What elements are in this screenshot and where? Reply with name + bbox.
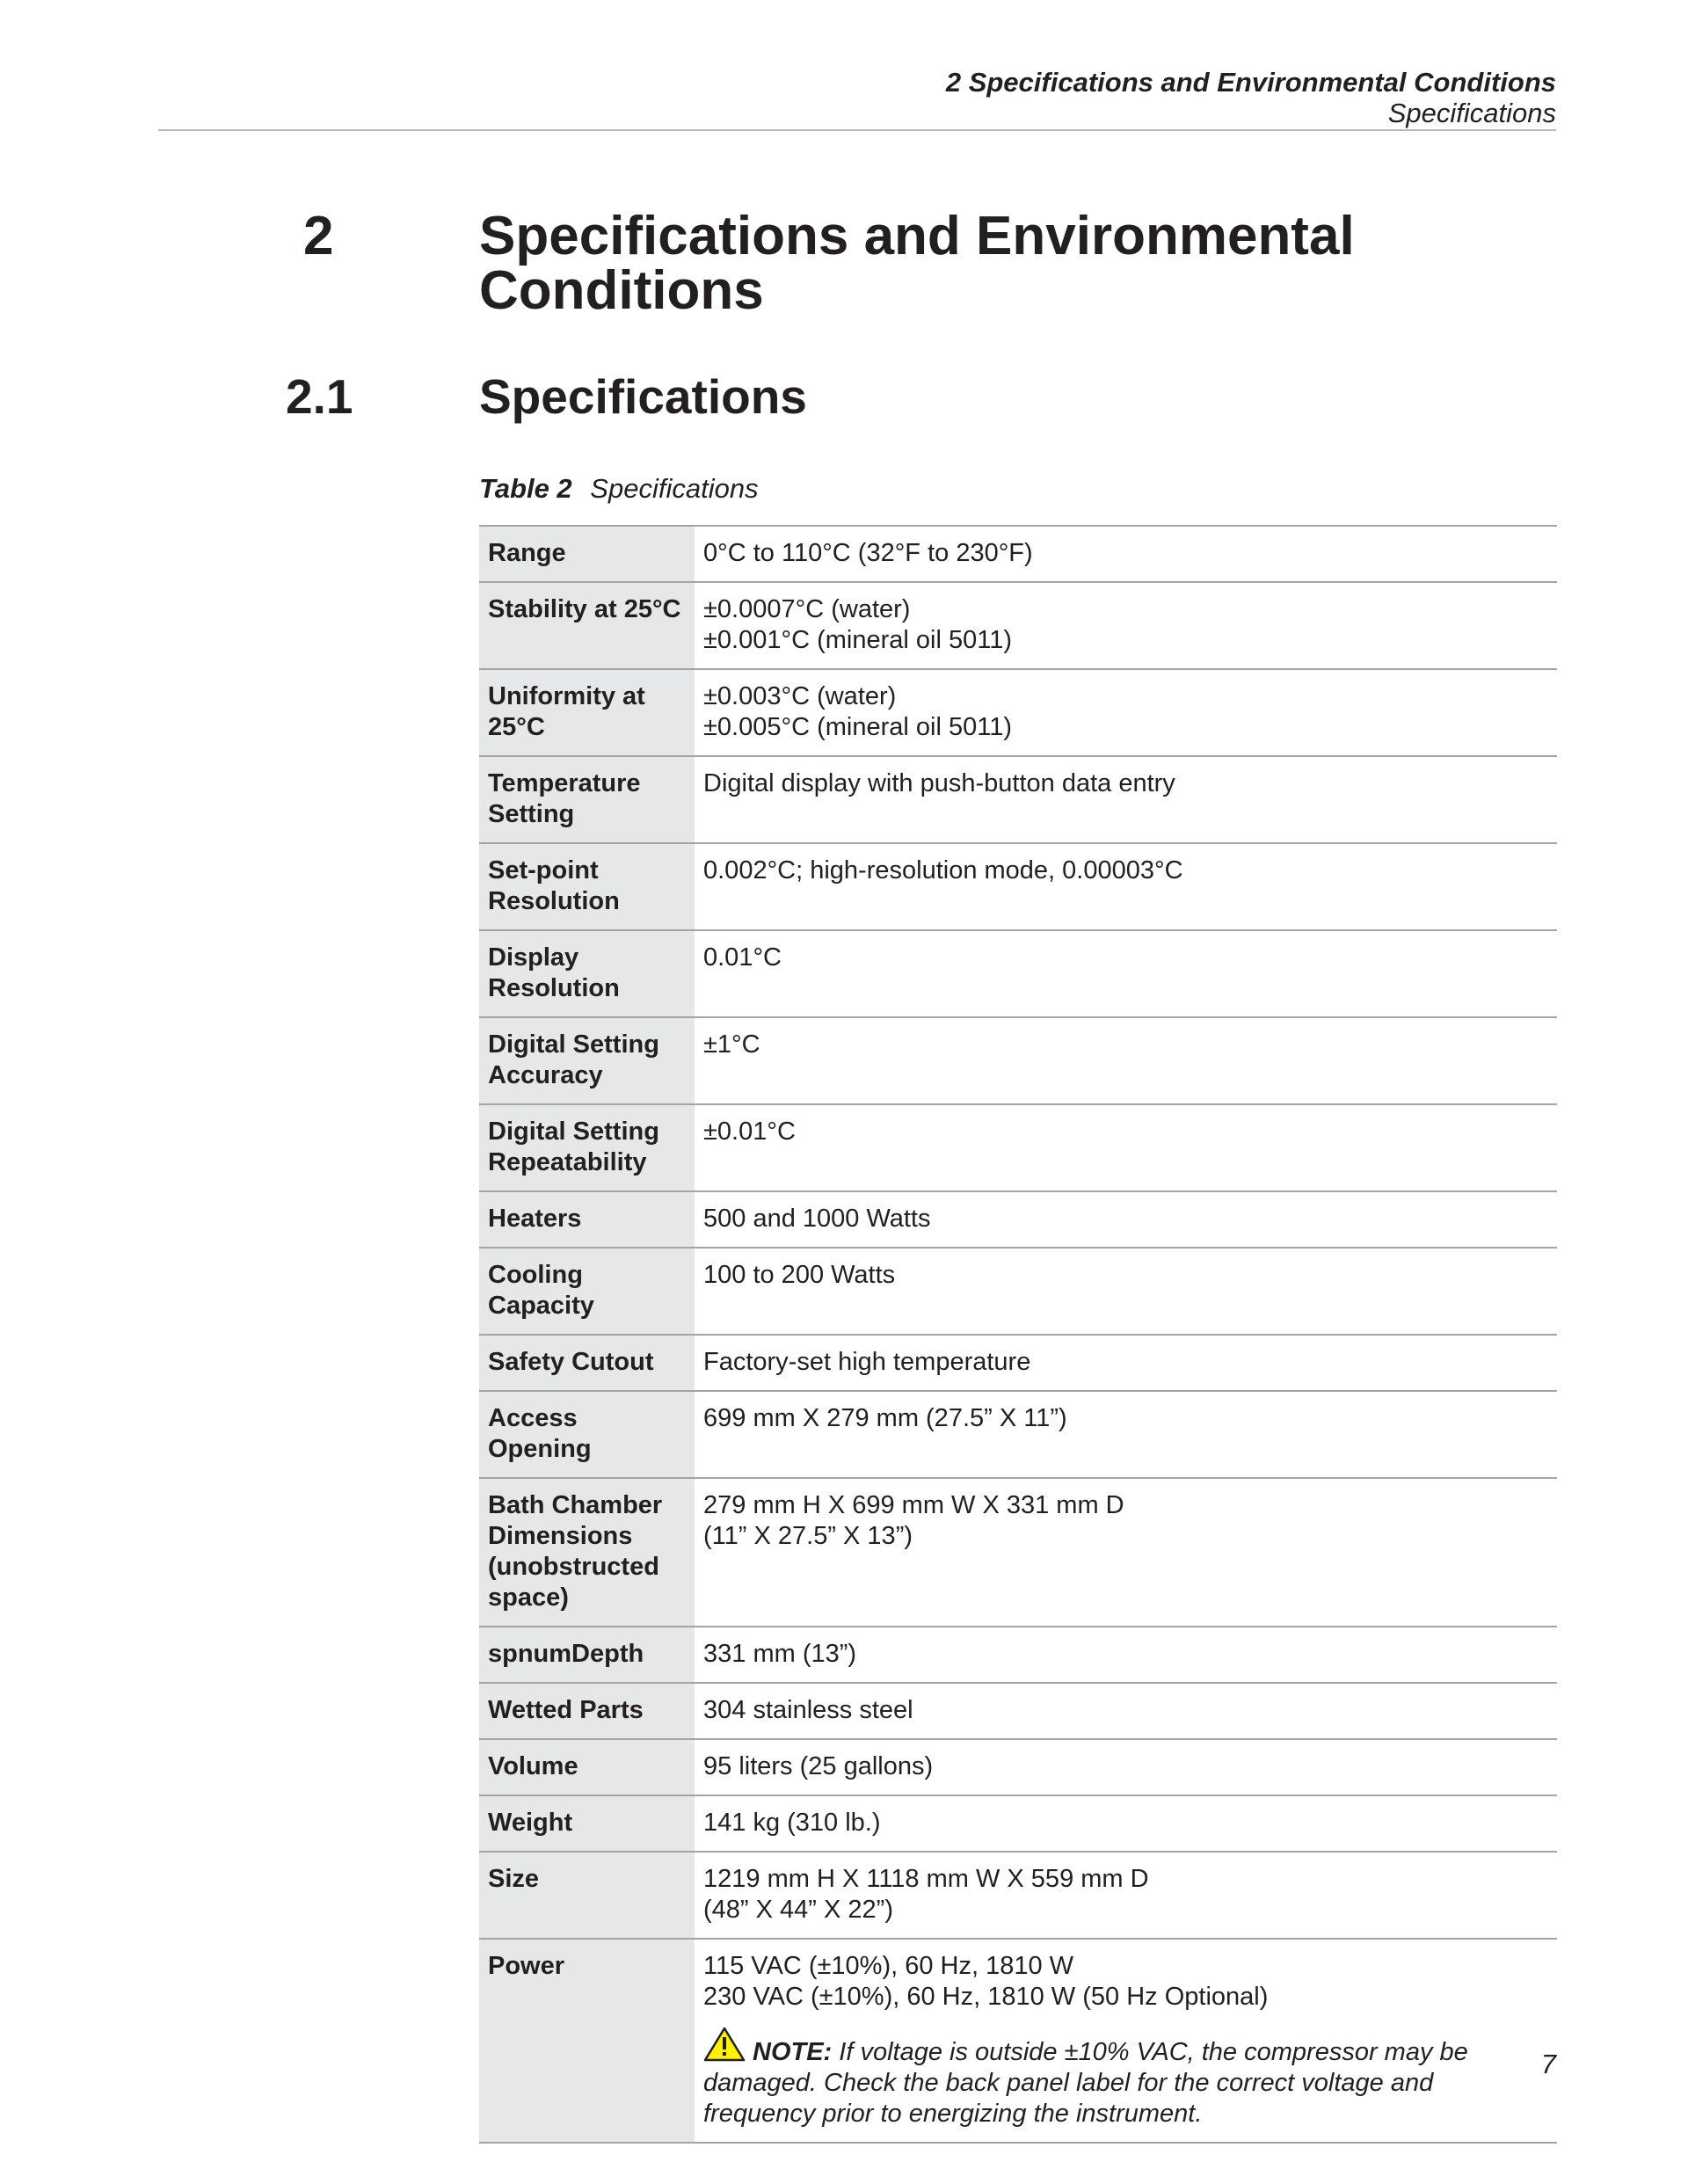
table-row <box>479 1391 1557 1478</box>
spec-value <box>695 1335 1557 1391</box>
spec-value <box>695 1939 1557 2143</box>
specifications-table <box>479 525 1557 2144</box>
table-row <box>479 1683 1557 1739</box>
spec-parameter: Bath Chamber Dimensions (unobstructed space) <box>479 1478 695 1627</box>
spec-value-line: Factory-set high temperature <box>703 1348 1031 1376</box>
spec-value-line: 0.01°C <box>703 943 782 972</box>
spec-value-line: (48” X 44” X 22”) <box>703 1896 893 1924</box>
table-caption <box>479 473 759 505</box>
spec-value-line: 331 mm (13”) <box>703 1640 857 1668</box>
spec-value <box>695 756 1557 843</box>
spec-value <box>695 843 1557 930</box>
spec-value-line: 115 VAC (±10%), 60 Hz, 1810 W <box>703 1952 1074 1980</box>
table-row <box>479 526 1557 582</box>
spec-parameter: Display Resolution <box>479 930 695 1017</box>
spec-value <box>695 526 1557 582</box>
table-row <box>479 1478 1557 1627</box>
table-row <box>479 1104 1557 1191</box>
spec-parameter: Size <box>479 1852 695 1939</box>
power-note <box>703 2027 1548 2129</box>
running-head-section: Specifications <box>1387 98 1556 128</box>
spec-parameter: spnumDepth <box>479 1627 695 1683</box>
spec-value-line: 1219 mm H X 1118 mm W X 559 mm D <box>703 1865 1149 1893</box>
note-label: NOTE: <box>753 2038 833 2066</box>
spec-value-line: Digital display with push-button data entry <box>703 769 1175 797</box>
page-number: 7 <box>1540 2049 1556 2079</box>
spec-value-line: 230 VAC (±10%), 60 Hz, 1810 W (50 Hz Optional) <box>703 1983 1269 2011</box>
spec-value <box>695 1683 1557 1739</box>
chapter-title: Specifications and Environmental Conditions <box>479 206 1355 321</box>
spec-value <box>695 1739 1557 1795</box>
table-row <box>479 1248 1557 1335</box>
spec-value-line: 95 liters (25 gallons) <box>703 1752 934 1780</box>
spec-parameter: Range <box>479 526 695 582</box>
spec-parameter: Uniformity at 25°C <box>479 669 695 756</box>
spec-value-line: ±0.01°C <box>703 1117 796 1146</box>
spec-value-line: ±0.0007°C (water) <box>703 595 911 623</box>
table-row <box>479 1795 1557 1852</box>
spec-parameter: Heaters <box>479 1191 695 1248</box>
spec-value-line: 141 kg (310 lb.) <box>703 1809 881 1837</box>
spec-parameter: Safety Cutout <box>479 1335 695 1391</box>
header-divider <box>158 129 1556 131</box>
table-row <box>479 843 1557 930</box>
table-row <box>479 1191 1557 1248</box>
running-head <box>946 67 1556 128</box>
spec-parameter: Cooling Capacity <box>479 1248 695 1335</box>
spec-value <box>695 1852 1557 1939</box>
spec-value-line: 0°C to 110°C (32°F to 230°F) <box>703 539 1033 567</box>
spec-value <box>695 1017 1557 1104</box>
spec-value <box>695 1391 1557 1478</box>
table-row <box>479 756 1557 843</box>
spec-parameter: Access Opening <box>479 1391 695 1478</box>
spec-parameter: Digital Setting Repeatability <box>479 1104 695 1191</box>
spec-value-line: ±0.001°C (mineral oil 5011) <box>703 626 1012 654</box>
spec-value-line: ±0.003°C (water) <box>703 682 897 710</box>
running-head-chapter: 2 Specifications and Environmental Conditions <box>945 67 1556 98</box>
spec-value-line: 100 to 200 Watts <box>703 1261 896 1289</box>
spec-value <box>695 1478 1557 1627</box>
spec-value-line: ±1°C <box>703 1030 760 1059</box>
table-caption-label: Table 2 <box>479 473 572 504</box>
spec-value <box>695 582 1557 669</box>
warning-triangle-icon <box>703 2027 746 2062</box>
table-row <box>479 1852 1557 1939</box>
spec-value <box>695 1248 1557 1335</box>
table-row <box>479 930 1557 1017</box>
spec-value <box>695 1627 1557 1683</box>
spec-value <box>695 930 1557 1017</box>
chapter-number: 2 <box>303 206 334 266</box>
table-caption-title: Specifications <box>590 473 759 504</box>
spec-parameter: Set-point Resolution <box>479 843 695 930</box>
spec-value-line: 699 mm X 279 mm (27.5” X 11”) <box>703 1404 1067 1432</box>
table-row <box>479 1335 1557 1391</box>
spec-value <box>695 1104 1557 1191</box>
section-number: 2.1 <box>286 369 353 424</box>
spec-value <box>695 1191 1557 1248</box>
table-row <box>479 1017 1557 1104</box>
spec-value-line: 304 stainless steel <box>703 1696 913 1724</box>
spec-parameter: Power <box>479 1939 695 2143</box>
spec-value <box>695 669 1557 756</box>
spec-parameter: Stability at 25°C <box>479 582 695 669</box>
section-title: Specifications <box>479 369 807 424</box>
table-row <box>479 1627 1557 1683</box>
spec-parameter: Digital Setting Accuracy <box>479 1017 695 1104</box>
table-row <box>479 582 1557 669</box>
spec-value-line: ±0.005°C (mineral oil 5011) <box>703 713 1012 741</box>
spec-value-line: (11” X 27.5” X 13”) <box>703 1522 913 1550</box>
table-row <box>479 1939 1557 2143</box>
table-row <box>479 1739 1557 1795</box>
note-text: If voltage is outside ±10% VAC, the compressor may be damaged. Check the back panel label for the correct voltage and frequency prior to energizing the instrument. <box>703 2038 1468 2128</box>
spec-parameter: Volume <box>479 1739 695 1795</box>
spec-value <box>695 1795 1557 1852</box>
spec-value-line: 0.002°C; high-resolution mode, 0.00003°C <box>703 856 1183 885</box>
table-row <box>479 669 1557 756</box>
spec-value-line: 500 and 1000 Watts <box>703 1205 931 1233</box>
spec-parameter: Temperature Setting <box>479 756 695 843</box>
spec-parameter: Weight <box>479 1795 695 1852</box>
spec-value-line: 279 mm H X 699 mm W X 331 mm D <box>703 1491 1124 1519</box>
spec-parameter: Wetted Parts <box>479 1683 695 1739</box>
